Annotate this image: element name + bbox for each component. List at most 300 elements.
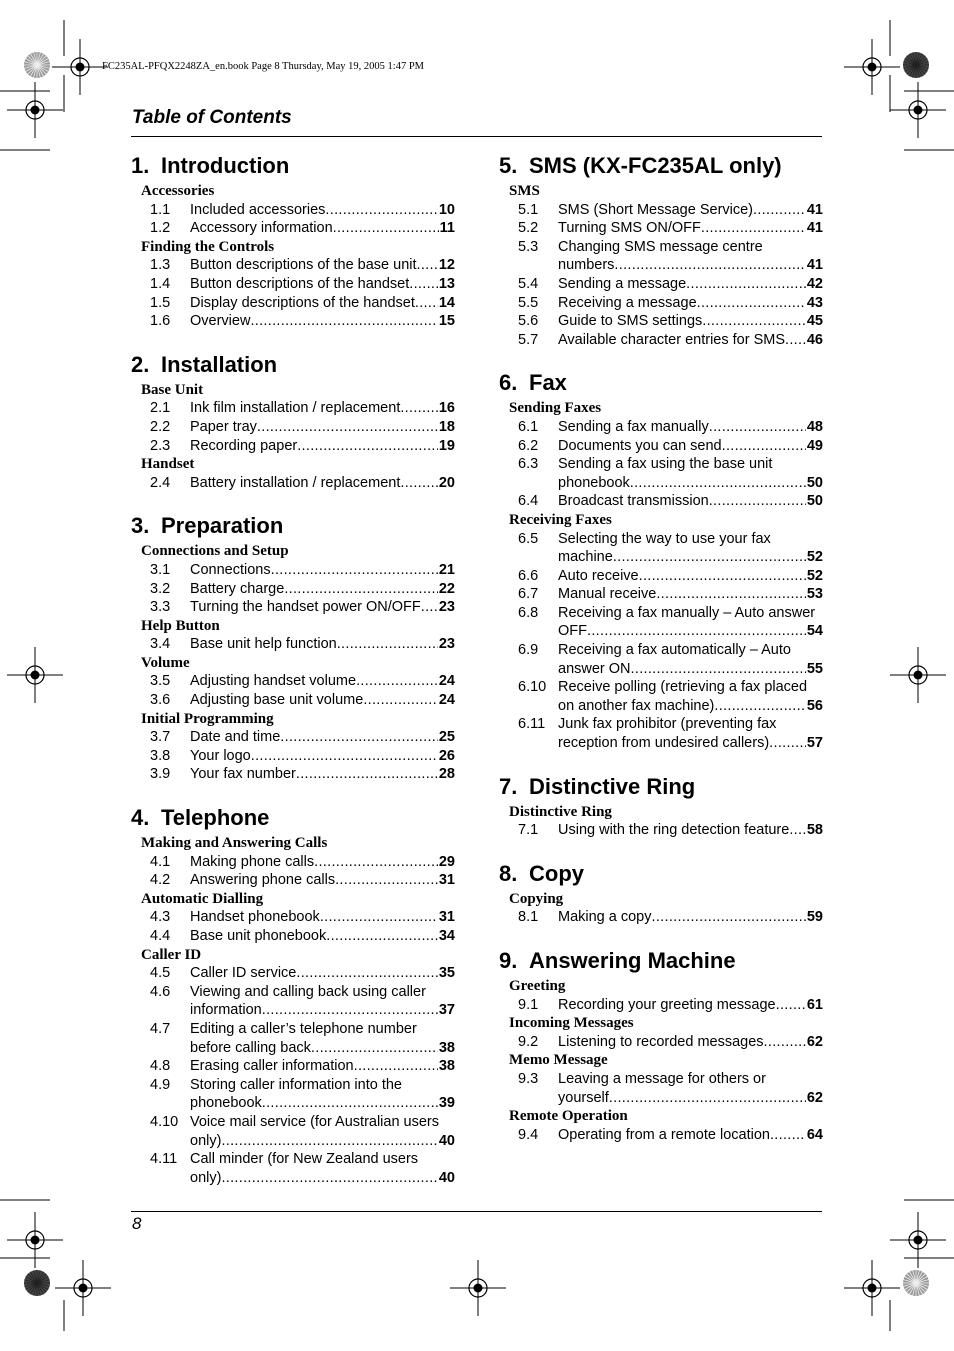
toc-entry[interactable] — [499, 219, 823, 238]
entry-number: 5.1 — [518, 201, 539, 218]
entry-page[interactable]: 55 — [806, 660, 823, 677]
entry-page[interactable]: 31 — [438, 872, 455, 889]
dot-leader — [415, 294, 438, 313]
entry-line — [558, 697, 823, 716]
entry-text: Broadcast transmission — [558, 493, 709, 510]
toc-entry[interactable] — [131, 437, 455, 456]
entry-text: Available character entries for SMS — [558, 331, 786, 348]
toc-entry[interactable] — [499, 567, 823, 586]
toc-entry[interactable] — [499, 821, 823, 840]
section-number: 9. — [499, 948, 518, 973]
entry-number: 2.3 — [150, 437, 171, 454]
entry-page[interactable]: 24 — [438, 673, 455, 690]
registration-target-icon — [890, 647, 946, 703]
toc-entry[interactable] — [131, 256, 455, 275]
dot-leader — [280, 728, 438, 747]
entry-text: Junk fax prohibitor (preventing fax — [558, 716, 777, 733]
entry-line — [190, 275, 455, 294]
toc-entry[interactable] — [131, 418, 455, 437]
toc-entry[interactable] — [131, 747, 455, 766]
entry-text: Recording your greeting message — [558, 996, 776, 1013]
entry-number: 6.4 — [518, 493, 539, 510]
entry-number: 1.5 — [150, 294, 171, 311]
toc-entry[interactable] — [499, 492, 823, 511]
entry-text: phonebook — [558, 474, 630, 491]
entry-text: Making a copy — [558, 909, 652, 926]
entry-line — [190, 1132, 455, 1151]
entry-text: OFF — [558, 623, 587, 640]
entry-number: 8.1 — [518, 909, 539, 926]
entry-page[interactable]: 53 — [806, 586, 823, 603]
toc-entry[interactable] — [131, 1150, 455, 1187]
dot-leader — [257, 418, 438, 437]
entry-page[interactable]: 40 — [438, 1169, 455, 1186]
dot-leader — [311, 1039, 438, 1058]
entry-text: Your fax number — [190, 766, 296, 783]
entry-line — [558, 201, 823, 220]
toc-entry[interactable] — [499, 1070, 823, 1107]
print-slug: FC235AL-PFQX2248ZA_en.book Page 8 Thursday, May 19, 2005 1:47 PM — [102, 61, 424, 72]
entry-line — [558, 492, 823, 511]
entry-line — [190, 908, 455, 927]
toc-entry[interactable] — [131, 1057, 455, 1076]
toc-entry[interactable] — [499, 604, 823, 641]
entry-page[interactable]: 50 — [806, 474, 823, 491]
entry-line — [190, 437, 455, 456]
entry-text: Base unit phonebook — [190, 928, 327, 944]
dot-leader — [363, 691, 438, 710]
dot-leader — [284, 580, 438, 599]
toc-entry[interactable] — [131, 294, 455, 313]
section-title-text: Installation — [161, 351, 278, 377]
entry-line — [190, 580, 455, 599]
toc-entry[interactable] — [499, 455, 823, 492]
toc-entry[interactable] — [131, 635, 455, 654]
entry-page[interactable]: 10 — [438, 201, 455, 218]
entry-line — [190, 964, 455, 983]
entry-text: information — [190, 1002, 262, 1019]
toc-entry[interactable] — [499, 530, 823, 567]
entry-page[interactable]: 34 — [438, 928, 455, 944]
toc-section — [499, 947, 823, 1144]
section-number: 4. — [131, 805, 150, 831]
dot-leader — [296, 964, 438, 983]
toc-entry[interactable] — [499, 585, 823, 604]
section-title — [131, 804, 455, 834]
entry-page[interactable]: 61 — [806, 996, 823, 1013]
toc-right-column — [499, 152, 823, 1144]
entry-page[interactable]: 12 — [438, 257, 455, 274]
dot-leader — [400, 474, 438, 493]
group-heading: Receiving Faxes — [509, 511, 612, 528]
entry-number: 4.5 — [150, 965, 171, 982]
toc-entry[interactable] — [131, 561, 455, 580]
entry-page[interactable]: 26 — [438, 747, 455, 764]
entry-page[interactable]: 37 — [438, 1002, 455, 1019]
entry-line — [190, 691, 455, 710]
entry-number: 1.6 — [150, 313, 171, 330]
entry-number: 2.1 — [150, 400, 171, 417]
entry-text: Receiving a fax manually – Auto answer — [558, 604, 816, 621]
toc-entry[interactable] — [499, 641, 823, 678]
entry-page[interactable]: 50 — [806, 493, 823, 510]
entry-text: Ink film installation / replacement — [190, 400, 401, 417]
entry-line — [558, 660, 823, 679]
dot-leader — [335, 871, 438, 890]
entry-page[interactable]: 39 — [438, 1095, 455, 1112]
dot-leader — [770, 1126, 806, 1145]
section-number: 8. — [499, 860, 518, 886]
entry-line — [558, 622, 823, 641]
toc-entry[interactable] — [499, 331, 823, 350]
entry-number: 3.4 — [150, 636, 171, 653]
entry-number: 5.4 — [518, 275, 539, 292]
entry-line — [558, 715, 823, 734]
entry-page[interactable]: 35 — [438, 965, 455, 982]
entry-text: Sending a message — [558, 275, 687, 292]
group-heading: Caller ID — [141, 946, 202, 963]
section-title — [499, 152, 823, 182]
entry-line — [558, 734, 823, 753]
entry-page[interactable]: 19 — [438, 437, 455, 454]
entry-line — [558, 821, 823, 840]
entry-text: Connections — [190, 561, 271, 578]
entry-text: Call minder (for New Zealand users — [190, 1151, 419, 1168]
group-heading: Making and Answering Calls — [141, 835, 328, 852]
entry-line — [558, 275, 823, 294]
entry-text: Overview — [190, 313, 251, 330]
entry-line — [190, 219, 455, 238]
entry-text: Viewing and calling back using caller — [190, 983, 426, 1000]
dot-leader — [221, 1132, 437, 1151]
dot-leader — [296, 765, 438, 784]
entry-line — [558, 1033, 823, 1052]
group-heading: Accessories — [141, 183, 215, 199]
dot-leader — [262, 1094, 438, 1113]
entry-page[interactable]: 31 — [438, 909, 455, 926]
toc-entry[interactable] — [499, 715, 823, 752]
entry-page[interactable]: 42 — [806, 275, 823, 292]
group-heading: Finding the Controls — [141, 238, 275, 255]
toc-entry[interactable] — [499, 418, 823, 437]
section-title — [499, 860, 823, 890]
entry-text: before calling back — [190, 1039, 311, 1056]
entry-page[interactable]: 28 — [438, 766, 455, 783]
section-title-text: Preparation — [161, 513, 284, 539]
toc-section — [499, 773, 823, 840]
entry-number: 4.11 — [150, 1151, 178, 1168]
entry-line — [558, 312, 823, 331]
entry-line — [190, 765, 455, 784]
toc-entry[interactable] — [131, 1113, 455, 1150]
toc-entry[interactable] — [131, 765, 455, 784]
entry-page[interactable]: 41 — [806, 201, 823, 218]
entry-line — [190, 1094, 455, 1113]
entry-text: Making phone calls — [190, 853, 315, 870]
entry-number: 6.8 — [518, 604, 539, 621]
toc-entry[interactable] — [499, 1126, 823, 1145]
entry-number: 3.8 — [150, 747, 171, 764]
entry-page[interactable]: 54 — [806, 623, 823, 640]
toc-entry[interactable] — [131, 580, 455, 599]
toc-entry[interactable] — [131, 983, 455, 1020]
toc-entry[interactable] — [131, 312, 455, 331]
entry-number: 5.5 — [518, 294, 539, 311]
entry-text: numbers — [558, 257, 615, 274]
group-heading: Handset — [141, 456, 195, 473]
registration-target-icon — [890, 82, 946, 138]
entry-page[interactable]: 48 — [806, 418, 823, 435]
entry-page[interactable]: 23 — [438, 599, 455, 616]
entry-page[interactable]: 57 — [806, 735, 823, 752]
entry-line — [190, 561, 455, 580]
entry-number: 3.5 — [150, 673, 171, 690]
toc-entry[interactable] — [131, 908, 455, 927]
entry-number: 4.1 — [150, 853, 171, 870]
entry-page[interactable]: 24 — [438, 692, 455, 709]
toc-entry[interactable] — [499, 437, 823, 456]
section-title — [131, 512, 455, 542]
entry-line — [190, 635, 455, 654]
entry-page[interactable]: 43 — [806, 294, 823, 311]
entry-number: 4.3 — [150, 909, 171, 926]
entry-page[interactable]: 40 — [438, 1132, 455, 1149]
dot-leader — [776, 996, 806, 1015]
entry-number: 4.4 — [150, 928, 171, 944]
toc-entry[interactable] — [131, 474, 455, 493]
entry-number: 4.2 — [150, 872, 171, 889]
page-number: 8 — [132, 1214, 142, 1233]
entry-page[interactable]: 13 — [438, 275, 455, 292]
toc-entry[interactable] — [499, 201, 823, 220]
entry-page[interactable]: 56 — [806, 697, 823, 714]
dot-leader — [769, 734, 806, 753]
entry-number: 2.4 — [150, 474, 171, 491]
entry-line — [558, 996, 823, 1015]
entry-text: answer ON — [558, 660, 631, 677]
entry-text: Listening to recorded messages — [558, 1033, 764, 1050]
group-heading: Greeting — [509, 978, 566, 994]
group-heading: Base Unit — [141, 381, 204, 398]
entry-page[interactable]: 18 — [438, 418, 455, 435]
toc-entry[interactable] — [499, 908, 823, 927]
entry-line — [558, 294, 823, 313]
registration-target-icon — [450, 1260, 506, 1316]
entry-page[interactable]: 62 — [806, 1033, 823, 1050]
entry-number: 7.1 — [518, 822, 539, 839]
entry-number: 5.3 — [518, 238, 539, 255]
entry-page[interactable]: 23 — [438, 636, 455, 653]
entry-number: 6.5 — [518, 530, 539, 547]
entry-page[interactable]: 38 — [438, 1039, 455, 1056]
toc-entry[interactable] — [131, 1020, 455, 1057]
entry-text: Recording paper — [190, 437, 298, 454]
entry-text: machine — [558, 549, 613, 566]
entry-number: 6.6 — [518, 567, 539, 584]
section-title-text: Fax — [529, 370, 567, 396]
entry-text: Manual receive — [558, 586, 657, 603]
entry-text: Adjusting handset volume — [190, 673, 357, 690]
entry-page[interactable]: 29 — [438, 853, 455, 870]
toc-section — [499, 152, 823, 349]
entry-number: 9.4 — [518, 1126, 539, 1143]
entry-line — [558, 585, 823, 604]
dot-leader — [587, 622, 806, 641]
entry-text: Adjusting base unit volume — [190, 692, 364, 709]
toc-section — [499, 860, 823, 927]
entry-text: Display descriptions of the handset — [190, 294, 415, 311]
group-heading: SMS — [509, 183, 540, 199]
toc-entry[interactable] — [131, 598, 455, 617]
entry-line — [190, 853, 455, 872]
entry-page[interactable]: 52 — [806, 549, 823, 566]
entry-page[interactable]: 46 — [806, 331, 823, 348]
color-disc-icon — [24, 1270, 50, 1296]
toc-section — [131, 152, 455, 331]
toc-section — [131, 351, 455, 493]
entry-page[interactable]: 58 — [806, 822, 823, 839]
toc-entry[interactable] — [131, 927, 455, 946]
section-title-text: SMS (KX-FC235AL only) — [529, 153, 782, 178]
entry-line — [190, 871, 455, 890]
entry-text: only) — [190, 1132, 222, 1149]
entry-line — [190, 747, 455, 766]
color-disc-icon — [903, 1270, 929, 1296]
toc-entry[interactable] — [131, 964, 455, 983]
toc-entry[interactable] — [499, 238, 823, 275]
section-number: 1. — [131, 153, 150, 178]
registration-target-icon — [890, 1212, 946, 1268]
entry-line — [558, 530, 823, 549]
entry-line — [558, 219, 823, 238]
group-heading: Copying — [509, 890, 564, 907]
entry-line — [190, 474, 455, 493]
entry-page[interactable]: 21 — [438, 561, 455, 578]
toc-entry[interactable] — [131, 691, 455, 710]
toc-entry[interactable] — [131, 871, 455, 890]
entry-page[interactable]: 16 — [438, 400, 455, 417]
dot-leader — [630, 474, 806, 493]
entry-page[interactable]: 20 — [438, 474, 455, 491]
entry-page[interactable]: 52 — [806, 567, 823, 584]
entry-line — [558, 238, 823, 257]
dot-leader — [320, 908, 438, 927]
entry-line — [190, 983, 455, 1002]
dot-leader — [722, 437, 806, 456]
registration-target-icon — [844, 1260, 900, 1316]
entry-number: 9.2 — [518, 1033, 539, 1050]
toc-entry[interactable] — [131, 399, 455, 418]
group-heading: Memo Message — [509, 1052, 608, 1069]
entry-line — [190, 672, 455, 691]
entry-text: Operating from a remote location — [558, 1126, 770, 1143]
section-title — [499, 369, 823, 399]
entry-line — [190, 312, 455, 331]
entry-page[interactable]: 41 — [806, 257, 823, 274]
entry-number: 4.9 — [150, 1076, 171, 1093]
toc-entry[interactable] — [131, 201, 455, 220]
entry-line — [190, 598, 455, 617]
group-heading: Help Button — [141, 617, 220, 634]
section-title — [499, 773, 823, 803]
toc-entry[interactable] — [131, 728, 455, 747]
entry-page[interactable]: 14 — [438, 294, 455, 311]
entry-page[interactable]: 64 — [806, 1126, 823, 1143]
entry-line — [558, 567, 823, 586]
entry-line — [190, 1057, 455, 1076]
entry-number: 9.1 — [518, 996, 539, 1013]
dot-leader — [614, 256, 805, 275]
dot-leader — [337, 635, 438, 654]
toc-entry[interactable] — [131, 853, 455, 872]
entry-line — [558, 256, 823, 275]
entry-number: 4.8 — [150, 1058, 171, 1075]
entry-page[interactable]: 22 — [438, 580, 455, 597]
entry-text: Button descriptions of the base unit — [190, 257, 417, 274]
dot-leader — [354, 1057, 438, 1076]
entry-text: Handset phonebook — [190, 909, 320, 926]
toc-entry[interactable] — [499, 294, 823, 313]
entry-page[interactable]: 41 — [806, 220, 823, 237]
toc-entry[interactable] — [131, 275, 455, 294]
section-number: 7. — [499, 773, 518, 799]
entry-text: Included accessories — [190, 201, 326, 218]
entry-page[interactable]: 59 — [806, 909, 823, 926]
toc-entry[interactable] — [499, 1033, 823, 1052]
entry-number: 3.7 — [150, 729, 171, 746]
section-title — [131, 152, 455, 182]
entry-text: Base unit help function — [190, 636, 337, 653]
toc-entry[interactable] — [499, 312, 823, 331]
group-heading: Initial Programming — [141, 710, 274, 727]
dot-leader — [639, 567, 806, 586]
toc-entry[interactable] — [131, 1076, 455, 1113]
entry-line — [190, 294, 455, 313]
section-title — [131, 351, 455, 381]
entry-number: 1.3 — [150, 257, 171, 274]
color-disc-icon — [903, 52, 929, 78]
entry-line — [558, 908, 823, 927]
entry-page[interactable]: 49 — [806, 437, 823, 454]
entry-page[interactable]: 11 — [439, 220, 455, 237]
entry-page[interactable]: 38 — [438, 1058, 455, 1075]
toc-entry[interactable] — [499, 275, 823, 294]
toc-entry[interactable] — [131, 219, 455, 238]
entry-page[interactable]: 15 — [438, 313, 455, 330]
dot-leader — [785, 331, 806, 350]
entry-text: Changing SMS message centre — [558, 238, 763, 255]
entry-text: Guide to SMS settings — [558, 313, 703, 330]
entry-page[interactable]: 62 — [806, 1089, 823, 1106]
toc-section — [131, 804, 455, 1187]
dot-leader — [764, 1033, 806, 1052]
dot-leader — [697, 294, 806, 313]
dot-leader — [356, 672, 438, 691]
entry-line — [190, 1020, 455, 1039]
entry-text: only) — [190, 1169, 222, 1186]
toc-entry[interactable] — [131, 672, 455, 691]
dot-leader — [409, 275, 438, 294]
section-number: 3. — [131, 513, 150, 539]
dot-leader — [400, 399, 438, 418]
toc-entry[interactable] — [499, 678, 823, 715]
toc-entry[interactable] — [499, 996, 823, 1015]
entry-page[interactable]: 25 — [438, 729, 455, 746]
entry-page[interactable]: 45 — [806, 313, 823, 330]
group-heading: Volume — [141, 654, 190, 671]
entry-number: 1.1 — [150, 201, 171, 218]
toc-section — [499, 369, 823, 752]
